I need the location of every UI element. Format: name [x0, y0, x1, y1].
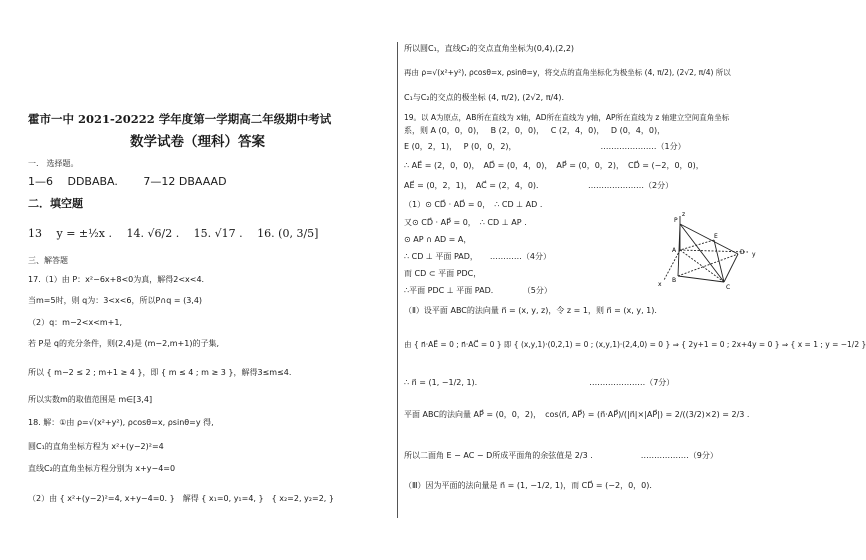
r-line6: E (0，2，1)， P (0，0，2)， …………………（1分） [404, 142, 686, 151]
r-line13: 而 CD ⊂ 平面 PDC， [404, 269, 482, 278]
section-solutions: 三、解答题 [28, 256, 68, 265]
q18-line2: 圆C₁的直角坐标方程为 x²+(y−2)²=4 [28, 442, 164, 451]
r-line10: 又⊙ CD⃗ · AP⃗ = 0， ∴ CD ⊥ AP . [404, 218, 527, 227]
q17-line4: 若 P是 q的充分条件，则(2,4)是 (m−2,m+1)的子集, [28, 339, 219, 348]
q17-line6: 所以实数m的取值范围是 m∈[3,4] [28, 395, 153, 404]
q18-line3: 直线C₂的直角坐标方程分别为 x+y−4=0 [28, 464, 176, 473]
edge-AD [680, 250, 748, 252]
label-z: z [682, 211, 686, 218]
section-choice: 一. 选择题。 [28, 159, 79, 168]
pyramid-figure [652, 210, 762, 294]
label-P: P [674, 217, 678, 224]
q18-line4: （2）由 { x²+(y−2)²=4, x+y−4=0. } 解得 { x₁=0, y₁=4, } { x₂=2, y₂=2, } [28, 494, 334, 503]
q17-line3: （2）q：m−2<x<m+1, [28, 318, 123, 327]
label-E: E [714, 233, 718, 240]
label-y: y [752, 251, 756, 258]
label-C: C [726, 284, 731, 291]
q17-line1: 17.（1）由 P：x²−6x+8<0为真，解得2<x<4. [28, 275, 205, 284]
r-line16: 由 { n⃗·AE⃗ = 0 ; n⃗·AC⃗ = 0 } 即 { (x,y,1)·(0,2,1) = 0 ; (x,y,1)·(2,4,0) = 0 } ⇒ { 2y+1 = 0 ; 2x+4y = 0 } ⇒ { x = 1 ; y = −1/2 } [404, 340, 866, 349]
paper-title: 数学试卷（理科）答案 [130, 134, 265, 150]
r-line18: 平面 ABC的法向量 AP⃗ = (0，0，2)， cos⟨n⃗, AP⃗⟩ = (n⃗·AP⃗)/(|n⃗|×|AP⃗|) = 2/((3/2)×2) = 2/3 . [404, 410, 750, 419]
r-line1: 所以圆C₁，直线C₂的交点直角坐标为(0,4),(2,2) [404, 44, 575, 53]
r-line12: ∴ CD ⊥ 平面 PAD， …………（4分） [404, 252, 552, 261]
r-line3: C₁与C₂的交点的极坐标 (4, π/2), (2√2, π/4). [404, 93, 564, 102]
r-line2: 再由 ρ=√(x²+y²), ρcosθ=x, ρsinθ=y，将交点的直角坐标化为极坐标 (4, π/2), (2√2, π/4) 所以 [404, 68, 731, 77]
school-title: 霍市一中 2021-20222 学年度第一学期高二年级期中考试 [28, 112, 332, 126]
label-A: A [672, 247, 677, 254]
r-line17: ∴ n⃗ = (1, −1/2, 1). …………………（7分） [404, 378, 675, 387]
r-line8: AE⃗ = (0，2，1)， AC⃗ = (2，4，0)． …………………（2分） [404, 181, 674, 190]
r-line11: ⊙ AP ∩ AD = A， [404, 235, 472, 244]
r-line4: 19。以 A为原点，AB所在直线为 x轴，AD所在直线为 y轴，AP所在直线为 z 轴建立空间直角坐标 [404, 113, 730, 122]
label-x: x [658, 281, 662, 288]
q18-line1: 18. 解：①由 ρ=√(x²+y²), ρcosθ=x, ρsinθ=y 得, [28, 418, 214, 427]
edge-CD [724, 254, 738, 282]
q17-line5: 所以 { m−2 ≤ 2 ; m+1 ≥ 4 }，即 { m ≤ 4 ; m ≥ 3 }，解得3≤m≤4. [28, 368, 292, 377]
column-divider [397, 42, 398, 518]
label-D: D [740, 249, 745, 256]
r-line14: ∴平面 PDC ⊥ 平面 PAD． （5分） [404, 286, 552, 295]
section-fill: 二．填空题 [28, 197, 83, 210]
r-line20: （Ⅲ）因为平面的法向量是 n⃗ = (1, −1/2, 1)，而 CD⃗ = (−2，0，0)． [404, 481, 658, 490]
r-line5: 系，则 A (0，0，0)， B (2，0，0)， C (2，4，0)， D (0，4，0)， [404, 126, 666, 135]
r-line15: （Ⅱ）设平面 ABC的法向量 n⃗ = (x, y, z)，令 z = 1，则 n⃗ = (x, y, 1). [404, 306, 657, 315]
r-line9: （1）⊙ CD⃗ · AD⃗ = 0， ∴ CD ⊥ AD . [404, 200, 543, 209]
choice-answers: 1—6 DDBABA. 7—12 DBAAAD [28, 175, 227, 188]
label-B: B [672, 277, 677, 284]
edge-PD [680, 224, 738, 254]
edge-EA [680, 240, 714, 250]
q17-line2: 当m=5时，则 q为：3<x<6，所以P∩q = (3,4) [28, 296, 203, 305]
fill-answers: 13 y = ±½x . 14. √6/2 . 15. √17 . 16. (0, 3/5] [28, 227, 319, 240]
r-line19: 所以二面角 E − AC − D所成平面角的余弦值是 2/3 . ………………（9分） [404, 451, 718, 460]
r-line7: ∴ AE⃗ = (2，0，0)， AD⃗ = (0，4，0)， AP⃗ = (0，0，2)， CD⃗ = (−2，0，0)， [404, 161, 704, 170]
